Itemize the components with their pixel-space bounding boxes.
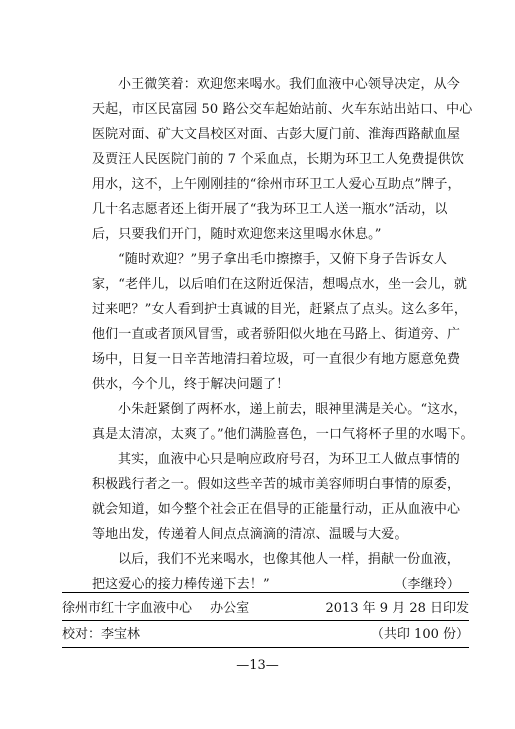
issuer: [62, 601, 249, 617]
proofreader: 校对：李宝林: [62, 627, 141, 642]
page-number: —13—: [236, 658, 279, 673]
paragraph-5: [92, 547, 460, 597]
closing-line: [92, 572, 460, 597]
text-line: 小王微笑着：欢迎您来喝水。我们血液中心领导决定，从今: [118, 77, 460, 92]
issuer-department: 办公室: [210, 601, 250, 616]
paragraph-4: [92, 447, 460, 547]
text-line: 及贾汪人民医院门前的 7 个采血点，长期为环卫工人免费提供饮: [92, 152, 465, 167]
paragraph-2: [92, 247, 467, 397]
issuer-organization: 徐州市红十字血液中心: [62, 601, 193, 616]
footer-issuer-row: [62, 601, 469, 617]
text-line: 家，“老伴儿，以后咱们在这附近保洁，想喝点水，坐一会儿，就: [92, 277, 467, 292]
footer-proofreading-row: [62, 627, 469, 643]
text-line: 医院对面、矿大文昌校区对面、古彭大厦门前、淮海西路献血屋: [92, 127, 461, 142]
text-line: 场中，日复一日辛苦地清扫着垃圾，可一直很少有地方愿意免费: [92, 352, 461, 367]
text-line: 供水，今个儿，终于解决问题了！: [92, 377, 290, 392]
text-line: 几十名志愿者还上街开展了“我为环卫工人送一瓶水”活动，以: [92, 202, 448, 217]
text-line: 用水，这不，上午刚刚挂的“徐州市环卫工人爱心互助点”牌子，: [92, 177, 461, 192]
text-line: 等地出发，传递着人间点点滴滴的清凉、温暖与大爱。: [92, 527, 408, 542]
text-line: 以后，我们不光来喝水，也像其他人一样，捐献一份血液，: [118, 552, 460, 567]
paragraph-3: [92, 397, 474, 447]
text-line: 后，只要我们开门，随时欢迎您来这里喝水休息。”: [92, 227, 382, 242]
text-line: 把这爱心的接力棒传递下去！”: [92, 577, 270, 592]
text-line: 他们一直或者顶风冒雪，或者骄阳似火地在马路上、街道旁、广: [92, 327, 461, 342]
author-byline: （李继玲）: [394, 577, 460, 592]
text-line: 其实，血液中心只是响应政府号召，为环卫工人做点事情的: [118, 452, 460, 467]
text-line: 积极践行者之一。假如这些辛苦的城市美容师明白事情的原委，: [92, 477, 461, 492]
text-line: 过来吧？”女人看到护士真诚的目光，赶紧点了点头。这么多年，: [92, 302, 467, 317]
footer-rule-middle: [62, 620, 469, 621]
text-line: 真是太清凉，太爽了。”他们满脸喜色，一口气将杯子里的水喝下。: [92, 427, 474, 442]
text-line: 就会知道，如今整个社会正在倡导的正能量行动，正从血液中心: [92, 502, 461, 517]
print-copies: （共印 100 份）: [370, 627, 469, 642]
article-body: [92, 72, 474, 597]
text-line: 天起，市区民富园 50 路公交车起始站前、火车东站出站口、中心: [92, 102, 473, 117]
text-line: 小朱赶紧倒了两杯水，递上前去，眼神里满是关心。“这水，: [118, 402, 467, 417]
text-line: “随时欢迎？”男子拿出毛巾擦擦手，又俯下身子告诉女人: [118, 252, 448, 267]
paragraph-1: [92, 72, 473, 247]
footer-rule-top: [62, 592, 469, 593]
issue-date: 2013 年 9 月 28 日印发: [325, 601, 469, 616]
footer-rule-bottom: [62, 647, 469, 648]
